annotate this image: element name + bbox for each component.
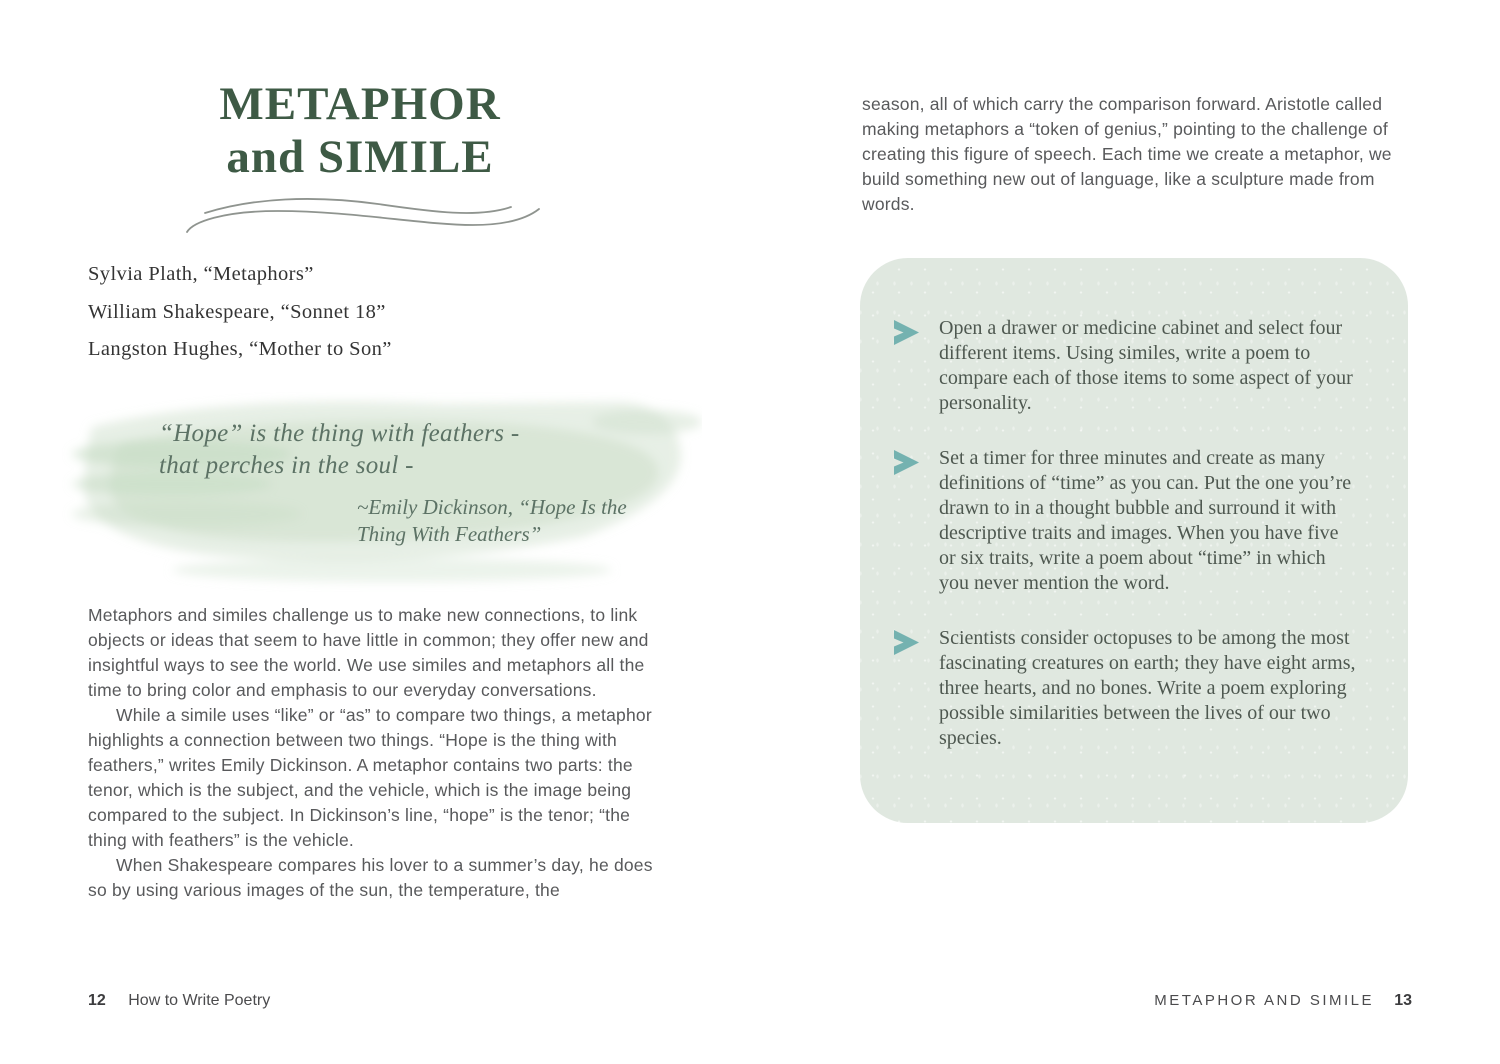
exercise-box <box>860 258 1408 823</box>
chapter-title-line1: METAPHOR <box>219 78 501 130</box>
chapter-title <box>110 78 610 184</box>
reading-list-item: William Shakespeare, “Sonnet 18” <box>88 300 386 323</box>
quote-block <box>62 392 702 592</box>
footer-right <box>1154 992 1412 1010</box>
reading-list <box>88 263 392 376</box>
quote-line1: “Hope” is the thing with feathers - <box>159 420 520 447</box>
continuation-paragraph: season, all of which carry the comparison forward. Aristotle called making metaphors a “token of genius,” pointing to the challenge of creating this figure of speech. Each time we create a metaphor, we build something new out of language, like a sculpture made from words. <box>862 94 1392 214</box>
page-number-left: 12 <box>88 992 106 1009</box>
chevron-right-icon <box>894 319 920 346</box>
exercise-text: Scientists consider octopuses to be among the most fascinating creatures on earth; they have eight arms, three hearts, and no bones. Write a poem exploring possible similarities between the lives of our two species. <box>939 627 1356 749</box>
exercise-text: Set a timer for three minutes and create as many definitions of “time” as you can. Put the one you’re drawn to in a thought bubble and surround it with descriptive traits and images. When you have five or six traits, write a poem about “time” in which you never mention the word. <box>939 447 1352 594</box>
body-text <box>88 603 674 903</box>
running-chapter-title: METAPHOR AND SIMILE <box>1154 992 1375 1009</box>
quote-line2: that perches in the soul - <box>159 452 414 479</box>
page-number-right: 13 <box>1394 992 1412 1009</box>
chevron-right-icon <box>894 629 920 656</box>
book-title: How to Write Poetry <box>128 992 271 1009</box>
exercise-item <box>894 316 1360 416</box>
exercise-text: Open a drawer or medicine cabinet and select four different items. Using similes, write a poem to compare each of those items to some aspect of your personality. <box>939 317 1353 414</box>
body-paragraph: When Shakespeare compares his lover to a summer’s day, he does so by using various images of the sun, the temperature, the <box>88 855 653 900</box>
chevron-right-icon <box>894 449 920 476</box>
exercise-item <box>894 626 1360 751</box>
quote-text <box>159 418 520 482</box>
chapter-title-line2: and SIMILE <box>226 131 494 183</box>
footer-left <box>88 992 270 1010</box>
body-paragraph: While a simile uses “like” or “as” to compare two things, a metaphor highlights a connection between two things. “Hope is the thing with feathers,” writes Emily Dickinson. A metaphor contains two parts: the tenor, which is the subject, and the vehicle, which is the image being compared to the subject. In Dickinson’s line, “hope” is the tenor; “the thing with feathers” is the vehicle. <box>88 705 652 850</box>
quote-attribution: ~Emily Dickinson, “Hope Is the Thing With Feathers” <box>357 495 627 546</box>
title-flourish-icon <box>183 192 543 238</box>
reading-list-item: Langston Hughes, “Mother to Son” <box>88 338 392 360</box>
body-paragraph: Metaphors and similes challenge us to make new connections, to link objects or ideas that seem to have little in common; they offer new and insightful ways to see the world. We use similes and metaphors all the time to bring color and emphasis to our everyday conversations. <box>88 605 649 700</box>
reading-list-item: Sylvia Plath, “Metaphors” <box>88 263 314 285</box>
exercise-item <box>894 446 1360 596</box>
